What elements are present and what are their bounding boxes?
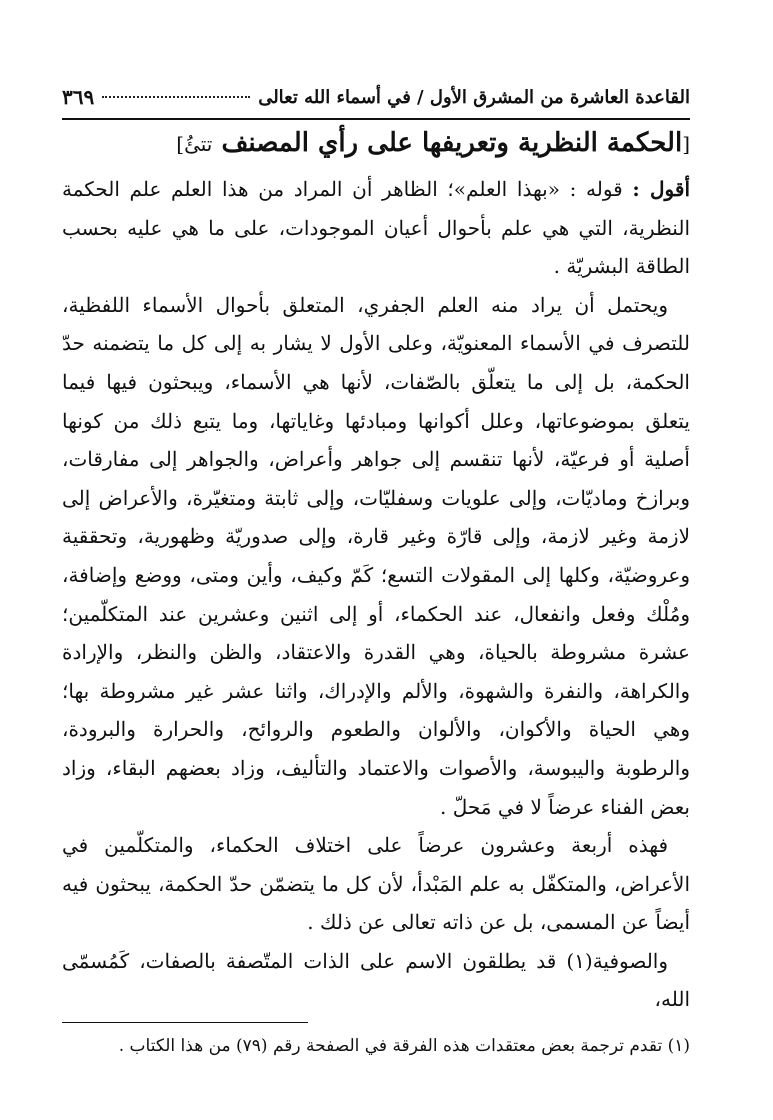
section-heading (176, 128, 690, 158)
paragraph-text: قوله : «بهذا العلم»؛ الظاهر أن المراد من هذا العلم علم الحكمة النظرية، التي هي علم بأحوال أعيان الموجودات، على ما هي عليه بحسب الطاقة البشريّة . (62, 177, 690, 279)
main-text (62, 170, 690, 1019)
running-title: القاعدة العاشرة من المشرق الأول / في أسماء الله تعالى (258, 86, 690, 108)
leader-dots (102, 96, 250, 98)
paragraph-lead: أقول : (632, 177, 690, 201)
paragraph-text: فهذه أربعة وعشرون عرضاً على اختلاف الحكماء، والمتكلّمين في الأعراض، والمتكفّل به علم المَبْدأ، لأن كل ما يتضمّن حدّ الحكمة، يبحثون فيه أيضاً عن المسمى، بل عن ذاته تعالى عن ذلك . (62, 833, 690, 935)
book-page (62, 70, 690, 1100)
heading-bracket-close: ] (176, 132, 185, 156)
heading-text: الحكمة النظرية وتعريفها على رأي المصنف (221, 128, 683, 158)
paragraph (62, 286, 690, 826)
paragraph-text: والصوفية(١) قد يطلقون الاسم على الذات المتّصفة بالصفات، كَمُسمّى الله، (62, 948, 690, 1012)
running-header (62, 82, 690, 112)
heading-bracket-open: [ (682, 132, 690, 156)
paragraph (62, 826, 690, 942)
paragraph-text: ويحتمل أن يراد منه العلم الجفري، المتعلق بأحوال الأسماء اللفظية، للتصرف في الأسماء المعنويّة، وعلى الأول لا يشار به إلى كل ما يتضمنه حدّ الحكمة، بل إلى ما يتعلّق بالصّفات، لأنها هي الأسماء، ويبحثون فيها فيما يتعلق بموضوعاتها، وعلل أكوانها ومبادئها وغاياتها، وما يتبع ذلك من كونها أصلية أو فرعيّة، لأنها تنقسم إلى جواهر وأعراض، والجواهر إلى مفارقات، وبرازخ وماديّات، وإلى علويات وسفليّات، وإلى ثابتة ومتغيّرة، والأعراض إلى لازمة وغير لازمة، وإلى قارّة وغير قارة، وإلى صدوريّة وظهورية، وتحققية وعروضيّة، وكلها إلى المقولات التسع؛ كَمّ وكيف، وأين ومتى، ووضع وإضافة، ومُلْك وفعل وانفعال، عند الحكماء، أو إلى اثنين وعشرين عند المتكلّمين؛ عشرة مشروطة بالحياة، وهي القدرة والاعتقاد، والظن والنظر، والإرادة والكراهة، والنفرة والشهوة، والألم والإدراك، واثنا عشر غير مشروطة بها؛ وهي الحياة والأكوان، والألوان والطعوم والروائح، والحرارة والبرودة، والرطوبة واليبوسة، والأصوات والاعتماد والتأليف، وزاد بعضهم البقاء، وزاد بعض الفناء عرضاً لا في مَحلّ . (62, 292, 690, 819)
footnote-rule (62, 1022, 308, 1023)
header-rule (62, 118, 690, 120)
page-number: ٣٦٩ (62, 85, 95, 109)
paragraph (62, 942, 690, 1019)
footnote: (١) تقدم ترجمة بعض معتقدات هذه الفرقة في الصفحة رقم (٧٩) من هذا الكتاب . (118, 1036, 690, 1056)
paragraph (62, 170, 690, 286)
heading-honorific: تتئُ (184, 132, 213, 156)
